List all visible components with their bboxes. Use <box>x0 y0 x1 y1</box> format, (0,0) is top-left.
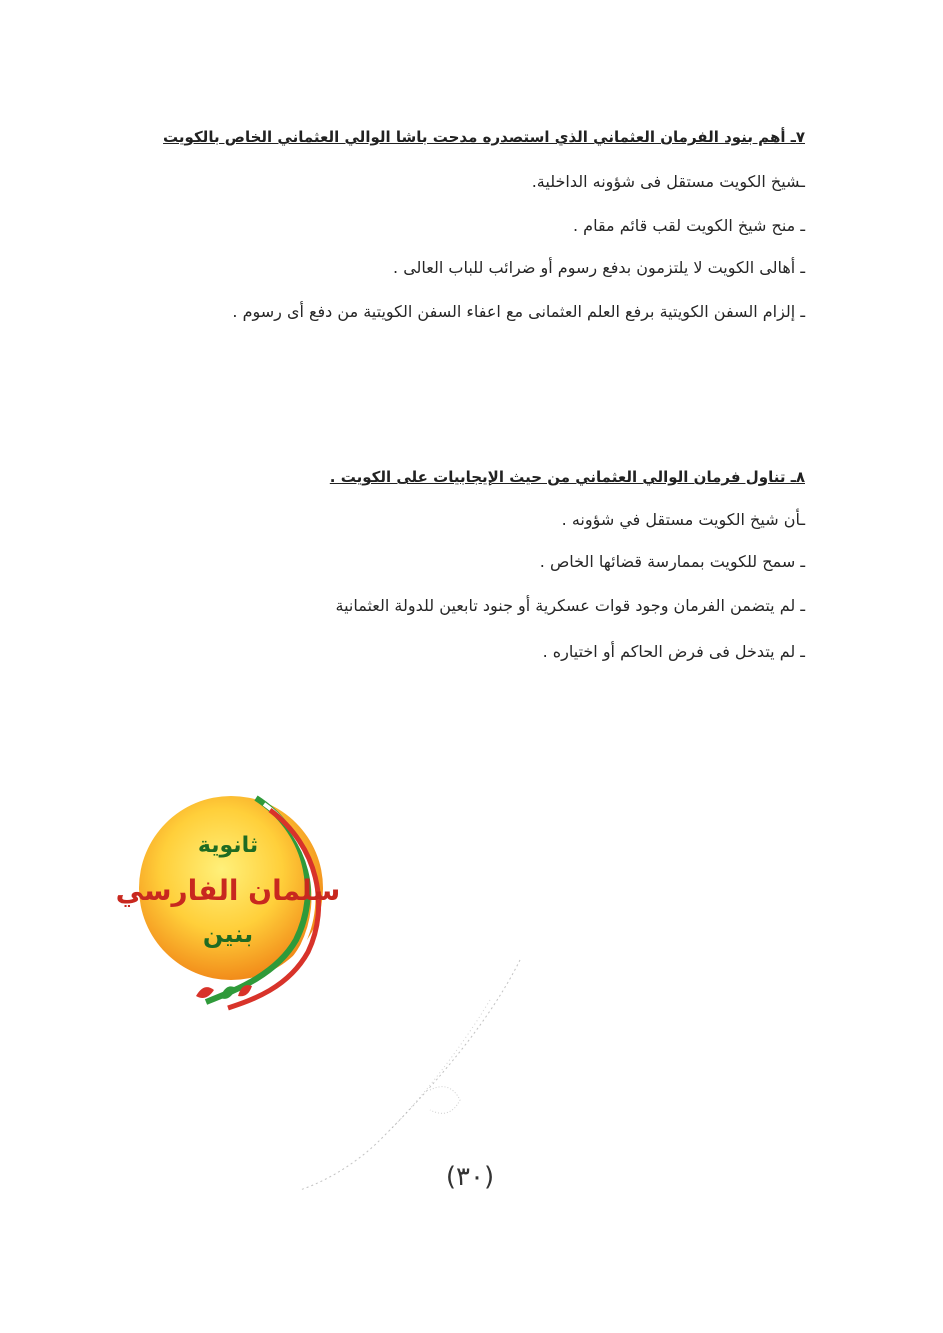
section-8-heading: ٨ـ تناول فرمان الوالي العثماني من حيث الإيجابيات على الكويت . <box>329 468 805 486</box>
section-7-item-2: ـ منح شيخ الكويت لقب قائم مقام . <box>573 216 805 235</box>
school-logo-graphic <box>115 790 341 1010</box>
section-8-item-2: ـ سمح للكويت بممارسة قضائها الخاص . <box>539 552 805 571</box>
logo-leaf-red <box>196 987 214 998</box>
section-8-item-4: ـ لم يتدخل فى فرض الحاكم أو اختياره . <box>542 642 805 661</box>
section-8-item-1: ـأن شيخ الكويت مستقل في شؤونه . <box>561 510 805 529</box>
logo-text-line3: بنين <box>202 920 254 948</box>
section-7-item-3: ـ أهالى الكويت لا يلتزمون بدفع رسوم أو ضرائب للباب العالى . <box>393 258 805 277</box>
page-number: (٣٠) <box>445 1162 495 1192</box>
school-logo <box>115 790 341 1010</box>
section-7-heading: ٧ـ أهم بنود الفرمان العثماني الذي استصدره مدحت باشا الوالي العثماني الخاص بالكويت <box>163 128 805 146</box>
logo-text-line1: ثانوية <box>197 833 259 858</box>
section-8-item-3: ـ لم يتضمن الفرمان وجود قوات عسكرية أو جنود تابعين للدولة العثمانية <box>335 596 805 615</box>
section-7-item-4: ـ إلزام السفن الكويتية برفع العلم العثمانى مع اعفاء السفن الكويتية من دفع أى رسوم . <box>232 302 805 321</box>
logo-text-line2: سلمان الفارسي <box>115 874 341 907</box>
section-7-item-1: ـشيخ الكويت مستقل فى شؤونه الداخلية. <box>531 172 805 191</box>
